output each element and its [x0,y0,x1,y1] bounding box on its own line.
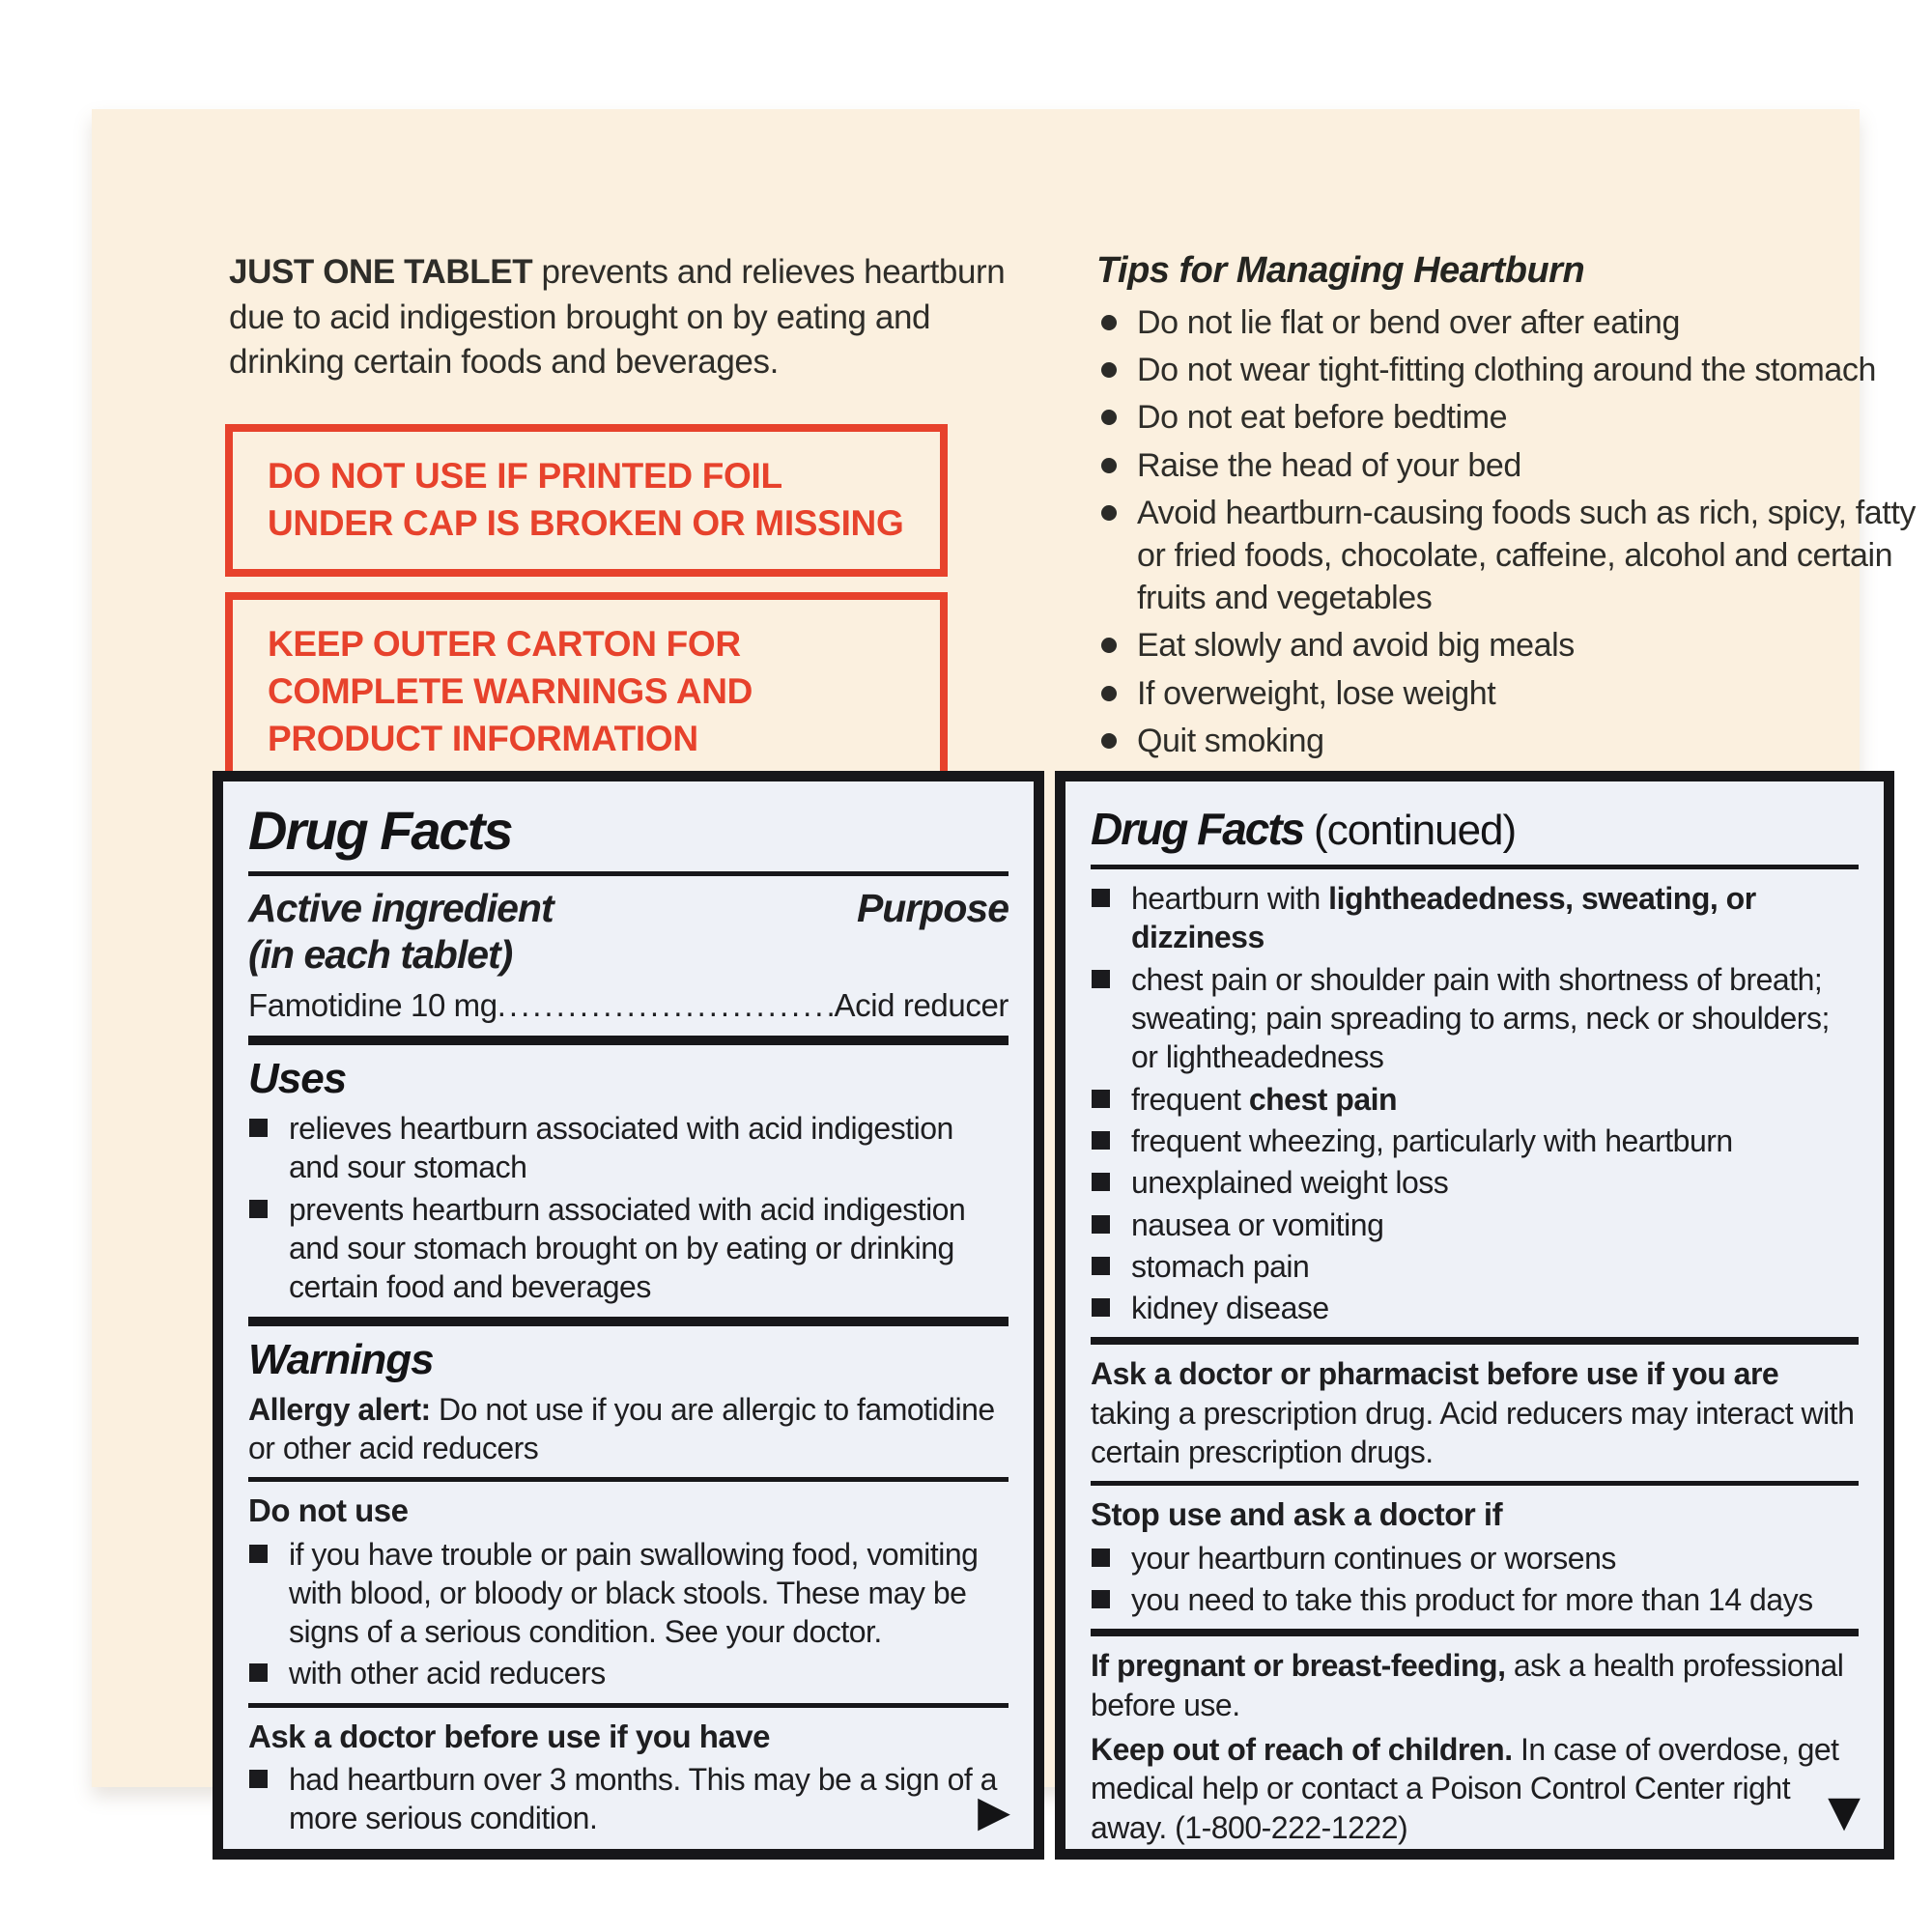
section-divider [248,1703,1009,1708]
allergy-alert-label: Allergy alert: [248,1391,431,1427]
tips-section [1096,250,1932,767]
symptom-item: nausea or vomiting [1091,1206,1859,1244]
symptom-item: chest pain or shoulder pain with shortness of breath; sweating; pain spreading to arms, neck or shoulders; or lightheadedness [1091,960,1859,1077]
section-divider [248,871,1009,876]
uses-item: relieves heartburn associated with acid indigestion and sour stomach [248,1109,1009,1187]
tip-item: Do not eat before bedtime [1096,396,1932,439]
symptom-item: kidney disease [1091,1289,1859,1327]
keep-out-of-reach-text: In case of overdose, get medical help or contact a Poison Control Center right away. (1-800-222-1222) [1091,1731,1839,1845]
warnings-title: Warnings [248,1335,434,1383]
active-ingredient-header-row [248,886,1009,978]
drug-facts-panel-right [1055,771,1894,1860]
tip-item: Raise the head of your bed [1096,444,1932,487]
ask-doctor-title: Ask a doctor before use if you have [248,1718,770,1754]
tip-item: Eat slowly and avoid big meals [1096,624,1932,667]
stop-use-title: Stop use and ask a doctor if [1091,1496,1503,1533]
allergy-alert [248,1390,1009,1468]
symptom-item: frequent chest pain [1091,1080,1859,1119]
uses-item: prevents heartburn associated with acid indigestion and sour stomach brought on by eating or drinking certain food and beverages [248,1190,1009,1307]
active-ingredient-heading [248,886,554,978]
keep-out-of-reach-label: Keep out of reach of children. [1091,1731,1513,1767]
stop-use-item: your heartburn continues or worsens [1091,1539,1859,1577]
ingredient-purpose: Acid reducer [834,987,1009,1024]
do-not-use-list [248,1535,1009,1693]
intro-text: prevents and relieves heartburn due to acid indigestion brought on by eating and drinking certain foods and beverages. [229,253,1006,382]
drug-facts-title-text: Drug Facts [1091,804,1304,854]
ask-pharmacist-paragraph [1091,1354,1859,1471]
stop-use-list [1091,1539,1859,1620]
do-not-use-item: with other acid reducers [248,1654,1009,1692]
uses-title: Uses [248,1055,347,1103]
section-divider [1091,865,1859,869]
do-not-use-item: if you have trouble or pain swallowing food, vomiting with blood, or bloody or black stools. These may be signs of a serious condition. See your doctor. [248,1535,1009,1652]
section-divider [1091,1629,1859,1636]
label-card [92,109,1916,1845]
foil-warning-box [225,424,948,577]
ingredient-name: Famotidine 10 mg [248,987,497,1024]
dot-leader [497,987,835,1024]
continued-right-arrow-icon: ▶ [978,1787,1010,1836]
carton-warning-text: KEEP OUTER CARTON FOR COMPLETE WARNINGS AND PRODUCT INFORMATION [268,624,753,758]
tip-item: If overweight, lose weight [1096,672,1932,715]
pregnant-paragraph [1091,1646,1859,1724]
pregnant-label: If pregnant or breast-feeding, [1091,1648,1506,1684]
stop-use-item: you need to take this product for more than 14 days [1091,1580,1859,1619]
symptom-item: frequent wheezing, particularly with heartburn [1091,1122,1859,1160]
section-divider [1091,1337,1859,1345]
symptom-list [1091,879,1859,1327]
symptom-item: stomach pain [1091,1247,1859,1286]
do-not-use-title: Do not use [248,1492,409,1529]
section-divider [1091,1481,1859,1486]
active-ingredient-heading-line1: Active ingredient [248,886,554,930]
section-divider [248,1036,1009,1045]
ask-pharmacist-text: taking a prescription drug. Acid reducers may interact with certain prescription drugs. [1091,1395,1855,1470]
active-ingredient-heading-line2: (in each tablet) [248,931,513,977]
drug-facts-title: Drug Facts [248,800,512,861]
tip-item: Quit smoking [1096,720,1932,762]
drug-facts-continued-title [1091,803,1859,855]
section-divider [248,1477,1009,1482]
continued-label: (continued) [1314,807,1517,854]
tips-title: Tips for Managing Heartburn [1096,250,1585,291]
intro-paragraph [229,250,1045,385]
symptom-item: heartburn with lightheadedness, sweating, or dizziness [1091,879,1859,957]
allergy-alert-text: Do not use if you are allergic to famotidine or other acid reducers [248,1391,995,1465]
tips-list [1096,301,1932,762]
ask-doctor-list [248,1760,1009,1838]
pregnant-text: ask a health professional before use. [1091,1648,1844,1722]
tip-item: Do not lie flat or bend over after eating [1096,301,1932,344]
ingredient-row [248,987,1009,1024]
uses-list [248,1109,1009,1307]
symptom-item: unexplained weight loss [1091,1163,1859,1202]
tip-item: Avoid heartburn-causing foods such as rich, spicy, fatty or fried foods, chocolate, caffeine, alcohol and certain fruits and vegetables [1096,492,1932,620]
continued-down-arrow-icon: ▼ [1828,1787,1861,1836]
purpose-heading: Purpose [856,886,1009,930]
foil-warning-text: DO NOT USE IF PRINTED FOIL UNDER CAP IS BROKEN OR MISSING [268,456,904,543]
section-divider [248,1317,1009,1326]
drug-facts-panel-left [213,771,1044,1860]
ask-pharmacist-label: Ask a doctor or pharmacist before use if you are [1091,1356,1779,1392]
intro-bold-lead: JUST ONE TABLET [229,253,533,291]
keep-out-of-reach-paragraph [1091,1730,1859,1847]
carton-warning-box [225,592,948,791]
ask-doctor-item: had heartburn over 3 months. This may be a sign of a more serious condition. [248,1760,1009,1838]
tip-item: Do not wear tight-fitting clothing around the stomach [1096,349,1932,391]
